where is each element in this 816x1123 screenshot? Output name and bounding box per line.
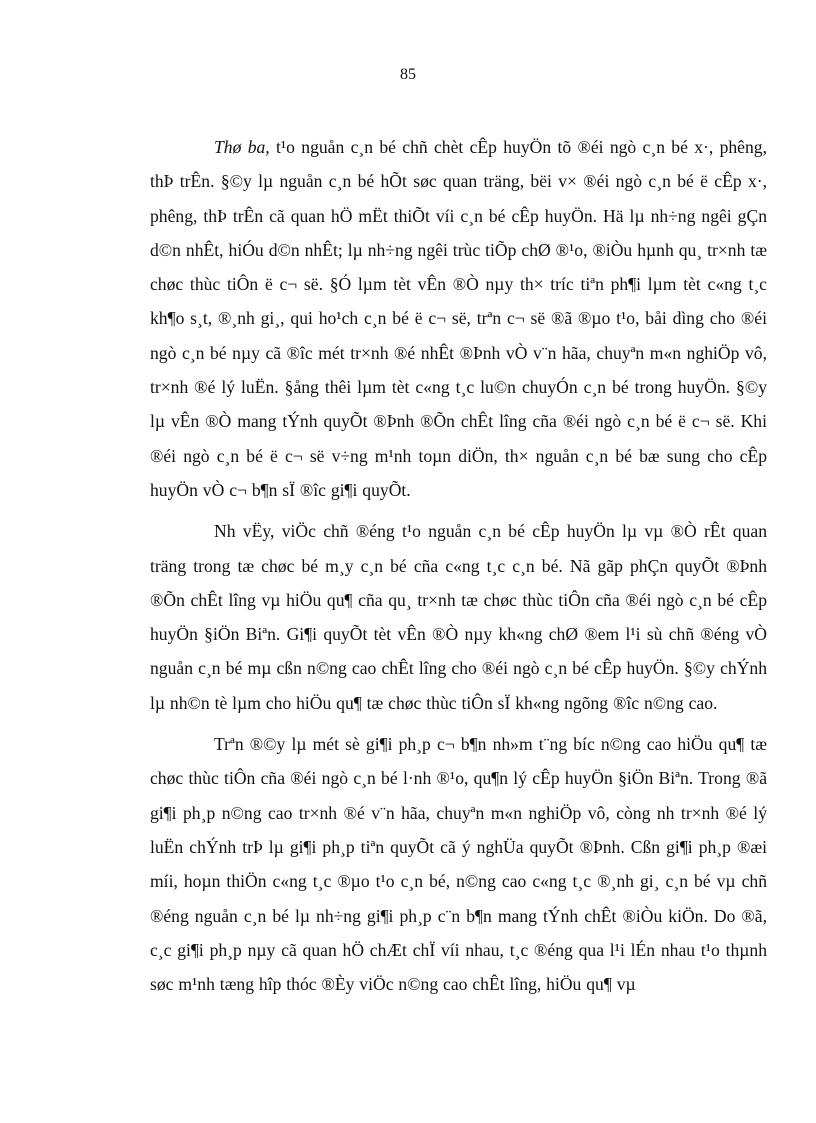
paragraph-2 — [150, 514, 767, 720]
page-number: 85 — [400, 66, 416, 83]
paragraph-text: Trªn ®©y lµ mét sè gi¶i ph¸p c¬ b¶n nh»m t¨ng bíc n©ng cao hiÖu qu¶ tæ chøc thùc tiÔn cña ®éi ngò c¸n bé l·nh ®¹o, qu¶n lý cÊp huyÖn §iÖn Biªn. Trong ®ã gi¶i ph¸p n©ng cao tr×nh ®é v¨n hãa, chuyªn m«n nghiÖp vô, còng nh tr×nh ®é lý luËn chÝnh trÞ lµ gi¶i ph¸p tiªn quyÕt cã ý nghÜa quyÕt ®Þnh. Cßn gi¶i ph¸p ®æi míi, hoµn thiÖn c«ng t¸c ®µo t¹o c¸n bé, n©ng cao c«ng t¸c ®¸nh gi¸ c¸n bé vµ chñ ®éng nguån c¸n bé lµ nh÷ng gi¶i ph¸p c¨n b¶n mang tÝnh chÊt ®iÒu kiÖn. Do ®ã, c¸c gi¶i ph¸p nµy cã quan hÖ chÆt chÏ víi nhau, t¸c ®éng qua l¹i lÉn nhau t¹o thµnh søc m¹nh tæng hîp thóc ®Èy viÖc n©ng cao chÊt lîng, hiÖu qu¶ vµ — [150, 734, 767, 995]
paragraph-3 — [150, 727, 767, 1001]
document-body — [150, 130, 767, 1008]
paragraph-text: Nh vËy, viÖc chñ ®éng t¹o nguån c¸n bé cÊp huyÖn lµ vµ ®Ò rÊt quan träng trong tæ chøc bé m¸y c¸n bé cña c«ng t¸c c¸n bé. Nã gãp phÇn quyÕt ®Þnh ®Õn chÊt lîng vµ hiÖu qu¶ cña qu¸ tr×nh tæ chøc thùc tiÔn cña ®éi ngò c¸n bé cÊp huyÖn §iÖn Biªn. Gi¶i quyÕt tèt vÊn ®Ò nµy kh«ng chØ ®em l¹i sù chñ ®éng vÒ nguån c¸n bé mµ cßn n©ng cao chÊt lîng cho ®éi ngò c¸n bé cÊp huyÖn. §©y chÝnh lµ nh©n tè lµm cho hiÖu qu¶ tæ chøc thùc tiÔn sÏ kh«ng ngõng ®îc n©ng cao. — [150, 521, 767, 713]
paragraph-text: t¹o nguån c¸n bé chñ chèt cÊp huyÖn tõ ®éi ngò c¸n bé x·, phêng, thÞ trÊn. §©y lµ nguån c¸n bé hÕt søc quan träng, bëi v× ®éi ngò c¸n bé ë cÊp x·, phêng, thÞ trÊn cã quan hÖ mËt thiÕt víi c¸n bé cÊp huyÖn. Hä lµ nh÷ng ngêi gÇn d©n nhÊt, hiÓu d©n nhÊt; lµ nh÷ng ngêi trùc tiÕp chØ ®¹o, ®iÒu hµnh qu¸ tr×nh tæ chøc thùc tiÔn ë c¬ së. §Ó lµm tèt vÊn ®Ò nµy th× tríc tiªn ph¶i lµm tèt c«ng t¸c kh¶o s¸t, ®¸nh gi¸, qui ho¹ch c¸n bé ë c¬ së, trªn c¬ së ®ã ®µo t¹o, båi dìng cho ®éi ngò c¸n bé nµy cã ®îc mét tr×nh ®é nhÊt ®Þnh vÒ v¨n hãa, chuyªn m«n nghiÖp vô, tr×nh ®é lý luËn. §ång thêi lµm tèt c«ng t¸c lu©n chuyÓn c¸n bé trong huyÖn. §©y lµ vÊn ®Ò mang tÝnh quyÕt ®Þnh ®Õn chÊt lîng cña ®éi ngò c¸n bé ë c¬ së. Khi ®éi ngò c¸n bé ë c¬ së v÷ng m¹nh toµn diÖn, th× nguån c¸n bé bæ sung cho cÊp huyÖn vÒ c¬ b¶n sÏ ®îc gi¶i quyÕt. — [150, 137, 767, 500]
paragraph-1 — [150, 130, 767, 507]
paragraph-lead: Thø ba, — [214, 137, 270, 157]
